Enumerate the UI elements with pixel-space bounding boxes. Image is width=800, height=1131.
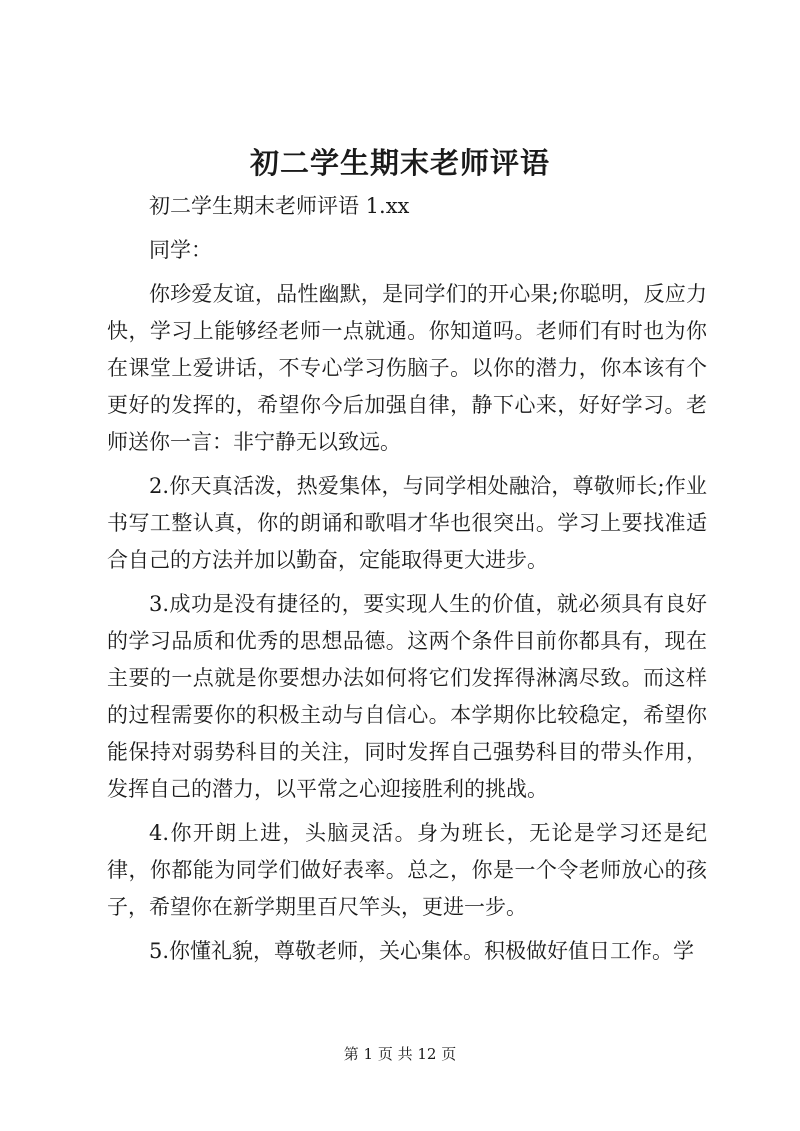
paragraph-heading-line: 初二学生期末老师评语 1.xx bbox=[149, 194, 410, 218]
document-body bbox=[107, 188, 707, 977]
paragraph-comment-2: 2.你天真活泼，热爱集体，与同学相处融洽，尊敬师长;作业书写工整认真，你的朗诵和歌唱才华也很突出。学习上要找准适合自己的方法并加以勤奋，定能取得更大进步。 bbox=[107, 474, 707, 572]
page-footer: 第 1 页 共 12 页 bbox=[343, 1045, 457, 1063]
paragraph-comment-3: 3.成功是没有捷径的，要实现人生的价值，就必须具有良好的学习品质和优秀的思想品德。这两个条件目前你都具有，现在主要的一点就是你要想办法如何将它们发挥得淋漓尽致。而这样的过程需要你的积极主动与自信心。本学期你比较稳定，希望你能保持对弱势科目的关注，同时发挥自己强势科目的带头作用，发挥自己的潜力，以平常之心迎接胜利的挑战。 bbox=[107, 592, 707, 801]
paragraph-comment-5: 5.你懂礼貌，尊敬老师，关心集体。积极做好值日工作。学 bbox=[149, 939, 695, 963]
paragraph-salutation: 同学： bbox=[149, 238, 212, 262]
paragraph-comment-4: 4.你开朗上进，头脑灵活。身为班长，无论是学习还是纪律，你都能为同学们做好表率。总之，你是一个令老师放心的孩子，希望你在新学期里百尺竿头，更进一步。 bbox=[107, 821, 707, 919]
paragraph-comment-1: 你珍爱友谊，品性幽默，是同学们的开心果;你聪明，反应力快，学习上能够经老师一点就通。你知道吗。老师们有时也为你在课堂上爱讲话，不专心学习伤脑子。以你的潜力，你本该有个更好的发挥的，希望你今后加强自律，静下心来，好好学习。老师送你一言：非宁静无以致远。 bbox=[107, 282, 707, 454]
document-title: 初二学生期末老师评语 bbox=[249, 146, 550, 180]
